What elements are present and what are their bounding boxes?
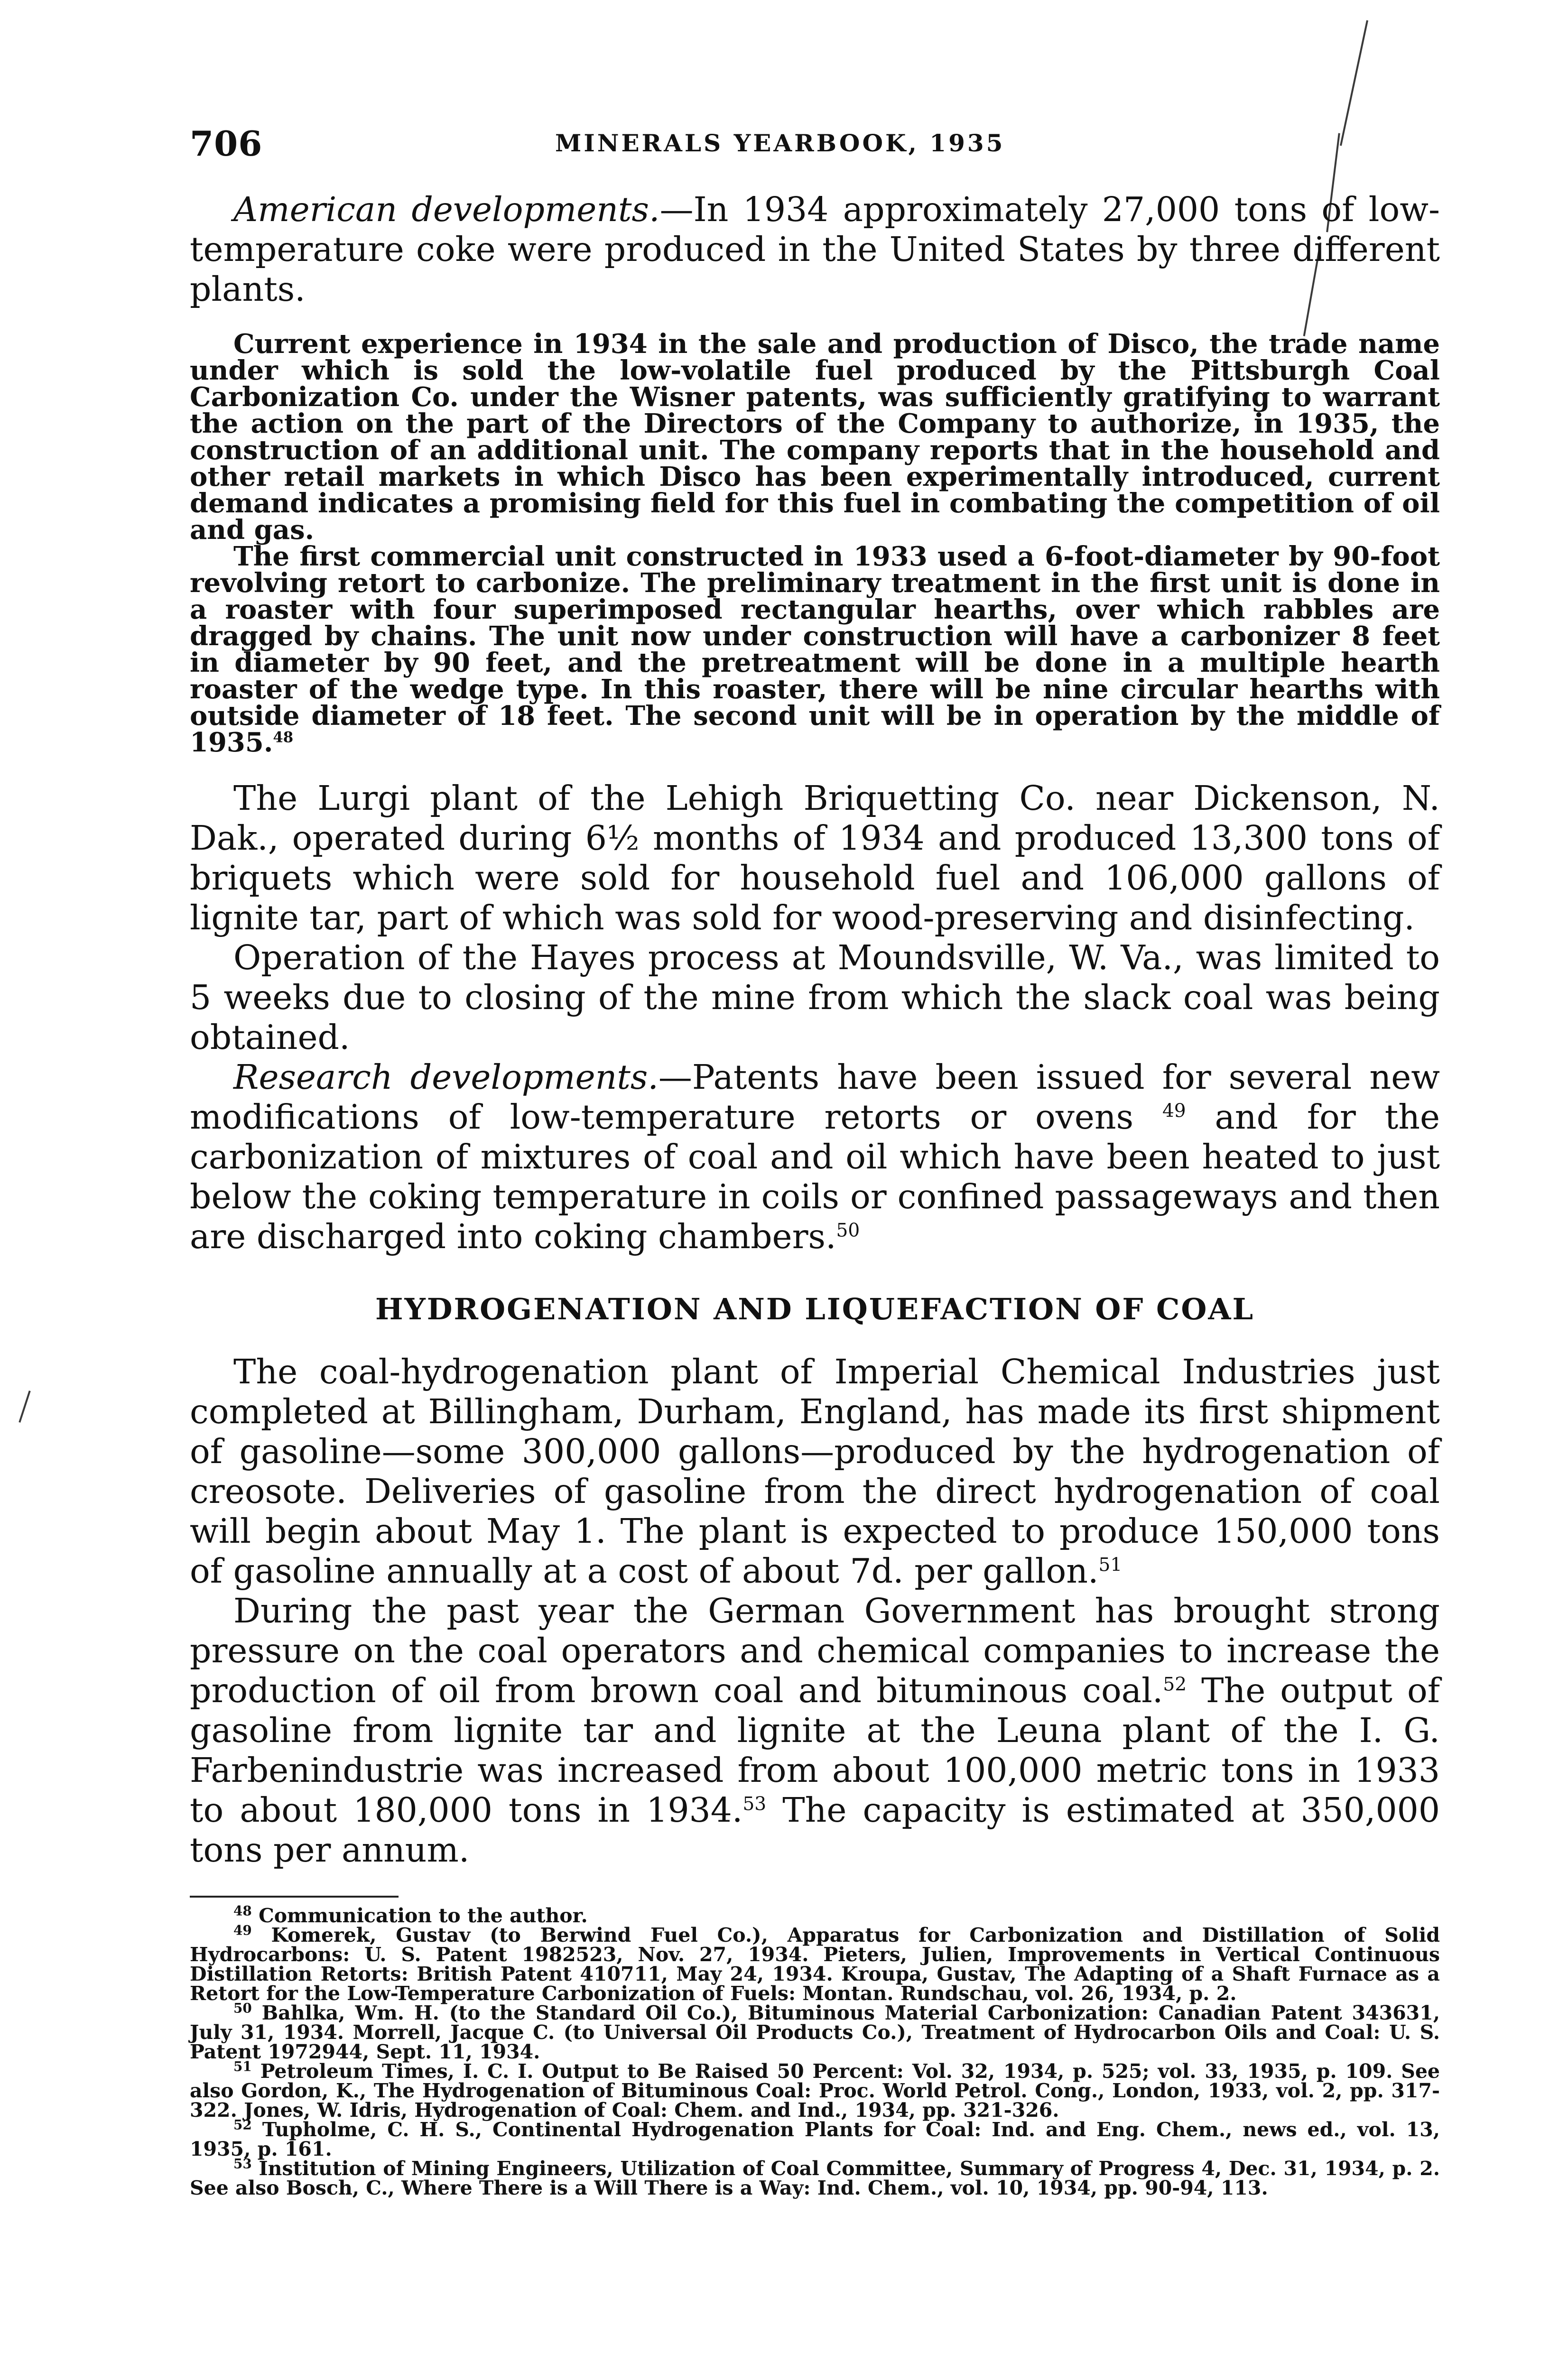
footnote-reference: 50 [836,1220,860,1242]
footnote-50 [190,2000,1440,2063]
footnote-text: Bahlka, Wm. H. (to the Standard Oil Co.), Bituminous Material Carbonization: Canadian Patent 343631, July 31, 1934. Morrell, Jacque C. (to Universal Oil Products Co.), Treatment of Hydrocarbon Oils and Coal: U. S. Patent 1972944, Sept. 11, 1934. [190,2001,1440,2063]
footnote-51 [190,2058,1440,2122]
paragraph-disco [190,328,1440,546]
paragraph-text: During the past year the German Government has brought strong pressure on the coal operators and chemical companies to increase the production of oil from brown coal and bituminous coal. [190,1591,1440,1710]
paragraph-text: Operation of the Hayes process at Moundsville, W. Va., was limited to 5 weeks due to closing of the mine from which the slack coal was being obtained. [190,938,1440,1057]
section-heading: HYDROGENATION AND LIQUEFACTION OF COAL [375,1292,1255,1326]
run-in-heading-american-developments: American developments. [233,190,660,229]
footnote-text: Petroleum Times, I. C. I. Output to Be Raised 50 Percent: Vol. 32, 1934, p. 525; vol. 33, 1935, p. 109. See also Gordon, K., The Hydrogenation of Bituminous Coal: Proc. World Petrol. Cong., London, 1933, vol. 2, pp. 317-322. Jones, W. Idris, Hydrogenation of Coal: Chem. and Ind., 1934, pp. 321-326. [190,2060,1440,2122]
paragraph-american-developments [190,190,1440,309]
footnote-mark: 52 [233,2117,252,2133]
paragraph-text: The coal-hydrogenation plant of Imperial Chemical Industries just completed at Billingham, Durham, England, has made its first shipment of gasoline—some 300,000 gallons—produced by the hydrogenation of creosote. Deliveries of gasoline from the direct hydrogenation of coal will begin about May 1. The plant is expected to produce 150,000 tons of gasoline annually at a cost of about 7d. per gallon. [190,1352,1440,1591]
paragraph-commercial-unit [190,543,1440,756]
footnote-text: Komerek, Gustav (to Berwind Fuel Co.), Apparatus for Carbonization and Distillation of Solid Hydrocarbons: U. S. Patent 1982523, Nov. 27, 1934. Pieters, Julien, Improvements in Vertical Continuous Distillation Retorts: British Patent 410711, May 24, 1934. Kroupa, Gustav, The Adapting of a Shaft Furnace as a Retort for the Low-Temperature Carbonization of Fuels: Montan. Rundschau, vol. 26, 1934, p. 2. [190,1924,1440,2005]
footnote-mark: 53 [233,2156,252,2172]
paragraph-text: —In 1934 approximately 27,000 tons of low-temperature coke were produced in the United States by three different plants. [190,190,1440,309]
paragraph-imperial-chemical [190,1352,1440,1591]
paragraph-research-developments [190,1057,1440,1257]
paragraph-text: —Patents have been issued for several new modifications of low-temperature retorts or ovens [190,1057,1440,1137]
footnote-mark: 49 [233,1922,252,1938]
document-page [190,119,1440,2198]
footnote-mark: 51 [233,2058,252,2075]
paragraph-text: The capacity is estimated at 350,000 tons per annum. [190,1790,1440,1870]
footnote-reference: 53 [742,1793,767,1815]
paragraph-lurgi-plant [190,778,1440,938]
footnote-49 [190,1922,1440,2005]
footnote-text: Tupholme, C. H. S., Continental Hydrogenation Plants for Coal: Ind. and Eng. Chem., news ed., vol. 13, 1935, p. 161. [190,2118,1440,2160]
page-number: 706 [190,123,263,164]
footnote-text: Communication to the author. [259,1904,588,1927]
paragraph-text: Current experience in 1934 in the sale and production of Disco, the trade name under which is sold the low-volatile fuel produced by the Pittsburgh Coal Carbonization Co. under the Wisner patents, was sufficiently gratifying to warrant the action on the part of the Directors of the Company to authorize, in 1935, the construction of an additional unit. The company reports that in the household and other retail markets in which Disco has been experimentally introduced, current demand indicates a promising field for this fuel in combating the competition of oil and gas. [190,328,1440,546]
paragraph-text: The output of gasoline from lignite tar and lignite at the Leuna plant of the I. G. Farbenindustrie was increased from about 100,000 metric tons in 1933 to about 180,000 tons in 1934. [190,1671,1440,1830]
footnote-mark: 50 [233,2000,252,2016]
footnote-reference: 51 [1098,1554,1123,1576]
paragraph-german-government [190,1591,1440,1870]
footnote-reference: 49 [1162,1100,1186,1122]
footnote-reference: 48 [273,729,294,746]
running-header [190,119,1440,171]
running-title: MINERALS YEARBOOK, 1935 [555,129,1005,157]
paragraph-hayes-process [190,938,1440,1057]
footnote-mark: 48 [233,1903,252,1919]
run-in-heading-research-developments: Research developments. [233,1057,659,1097]
footnote-53 [190,2156,1440,2199]
margin-pencil-mark [19,1390,30,1423]
paragraph-text: The first commercial unit constructed in 1933 used a 6-foot-diameter by 90-foot revolving retort to carbonize. The preliminary treatment in the first unit is done in a roaster with four superimposed rectangular hearths, over which rabbles are dragged by chains. The unit now under construction will have a carbonizer 8 feet in diameter by 90 feet, and the pretreatment will be done in a multiple hearth roaster of the wedge type. In this roaster, there will be nine circular hearths with outside diameter of 18 feet. The second unit will be in operation by the middle of 1935. [190,541,1440,758]
footnotes [190,1903,1440,2199]
footnote-text: Institution of Mining Engineers, Utilization of Coal Committee, Summary of Progress 4, Dec. 31, 1934, p. 2. See also Bosch, C., Where There is a Will There is a Way: Ind. Chem., vol. 10, 1934, pp. 90-94, 113. [190,2157,1440,2199]
paragraph-text: and for the carbonization of mixtures of coal and oil which have been heated to just below the coking temperature in coils or confined passageways and then are discharged into coking chambers. [190,1097,1440,1256]
footnote-52 [190,2117,1440,2160]
paragraph-text: The Lurgi plant of the Lehigh Briquetting Co. near Dickenson, N. Dak., operated during 6½ months of 1934 and produced 13,300 tons of briquets which were sold for household fuel and 106,000 gallons of lignite tar, part of which was sold for wood-preserving and disinfecting. [190,778,1440,937]
footnote-reference: 52 [1163,1674,1187,1696]
footnote-48 [190,1903,1440,1927]
footnote-divider [190,1896,399,1898]
